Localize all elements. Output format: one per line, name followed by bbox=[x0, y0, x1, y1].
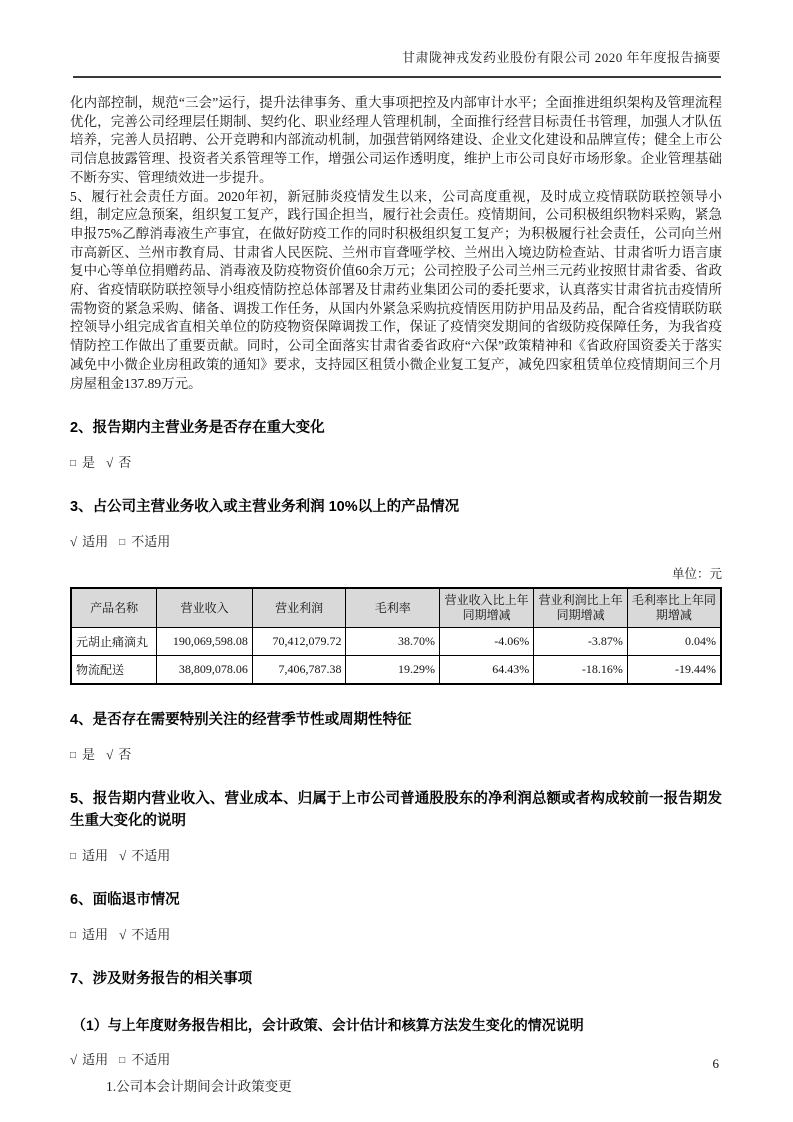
check-icon: √ bbox=[70, 1052, 78, 1068]
choice-line-section5 bbox=[70, 847, 722, 865]
option-label-not-applicable: 不适用 bbox=[131, 1052, 171, 1068]
option-label-no: 否 bbox=[118, 747, 132, 763]
unchecked-box-icon: □ bbox=[70, 750, 77, 762]
cell-gross-margin: 19.29% bbox=[346, 656, 440, 685]
option-label-not-applicable: 不适用 bbox=[131, 848, 171, 864]
option-label-applicable: 适用 bbox=[82, 534, 109, 550]
cell-profit-yoy: -3.87% bbox=[534, 628, 628, 656]
paragraph-social-responsibility: 5、履行社会责任方面。2020年初，新冠肺炎疫情发生以来，公司高度重视，及时成立疫情联防联控领导小组，制定应急预案，组织复工复产，践行国企担当，履行社会责任。疫情期间，公司积极组织物料采购，紧急申报75%乙醇消毒液生产事宜，在做好防疫工作的同时积极组织复工复产；为积极履行社会责任，公司向兰州市高新区、兰州市教育局、甘肃省人民医院、兰州市盲聋哑学校、兰州出入境边防检查站、甘肃省听力语言康复中心等单位捐赠药品、消毒液及防疫物资价值60余万元；公司控股子公司兰州三元药业按照甘肃省委、省政府、省疫情联防联控领导小组疫情防控总体部署及甘肃药业集团公司的委托要求，认真落实甘肃省抗击疫情所需物资的紧急采购、储备、调拨工作任务，从国内外紧急采购抗疫情医用防护用品及药品，配合省疫情联防联控领导小组完成省直相关单位的防疫物资保障调拨工作，保证了疫情突发期间的省级防疫保障任务，为我省疫情防控工作做出了重要贡献。同时，公司全面落实甘肃省委省政府“六保”政策精神和《省政府国资委关于落实减免中小微企业房租政策的通知》要求，支持园区租赁小微企业复工复产，减免四家租赁单位疫情期间三个月房屋租金137.89万元。 bbox=[70, 188, 722, 391]
accounting-policy-note: 1.公司本会计期间会计政策变更 bbox=[106, 1079, 292, 1095]
choice-line-section4 bbox=[70, 746, 722, 764]
option-label-applicable: 适用 bbox=[82, 927, 109, 943]
paragraph-governance: 化内部控制，规范“三会”运行，提升法律事务、重大事项把控及内部审计水平；全面推进组织架构及管理流程优化，完善公司经理层任期制、契约化、职业经理人管理机制，全面推行经营目标责任书管理，加强人才队伍培养，完善人员招聘、公开竞聘和内部流动机制，加强营销网络建设、企业文化建设和品牌宣传；健全上市公司信息披露管理、投资者关系管理等工作，增强公司运作透明度，维护上市公司良好市场形象。企业管理基础不断夯实、管理绩效进一步提升。 bbox=[70, 95, 722, 185]
choice-line-section7-1 bbox=[70, 1051, 722, 1069]
option-label-applicable: 适用 bbox=[82, 848, 109, 864]
option-label-not-applicable: 不适用 bbox=[131, 927, 171, 943]
cell-margin-yoy: 0.04% bbox=[627, 628, 721, 656]
check-icon: √ bbox=[106, 747, 114, 763]
col-header-revenue: 营业收入 bbox=[157, 588, 253, 628]
option-label-no: 否 bbox=[118, 455, 132, 471]
cell-profit-yoy: -18.16% bbox=[534, 656, 628, 685]
unchecked-box-icon: □ bbox=[70, 851, 77, 863]
cell-revenue: 38,809,078.06 bbox=[157, 656, 253, 685]
option-label-not-applicable: 不适用 bbox=[131, 534, 171, 550]
section-heading-4: 4、是否存在需要特别关注的经营季节性或周期性特征 bbox=[70, 712, 412, 729]
option-label-applicable: 适用 bbox=[82, 1052, 109, 1068]
section-heading-5: 5、报告期内营业收入、营业成本、归属于上市公司普通股股东的净利润总额或者构成较前一报告期发生重大变化的说明 bbox=[70, 791, 722, 830]
col-header-gross-margin: 毛利率 bbox=[346, 588, 440, 628]
unchecked-box-icon: □ bbox=[119, 1055, 126, 1067]
col-header-profit-yoy: 营业利润比上年同期增减 bbox=[534, 588, 628, 628]
page-content bbox=[70, 94, 722, 1095]
unchecked-box-icon: □ bbox=[119, 537, 126, 549]
cell-revenue-yoy: 64.43% bbox=[440, 656, 534, 685]
unchecked-box-icon: □ bbox=[70, 930, 77, 942]
option-label-yes: 是 bbox=[82, 747, 96, 763]
check-icon: √ bbox=[106, 455, 114, 471]
cell-margin-yoy: -19.44% bbox=[627, 656, 721, 685]
option-label-yes: 是 bbox=[82, 455, 96, 471]
cell-operating-profit: 70,412,079.72 bbox=[252, 628, 346, 656]
choice-line-section6 bbox=[70, 926, 722, 944]
table-row bbox=[71, 656, 721, 685]
section-heading-3: 3、占公司主营业务收入或主营业务利润 10%以上的产品情况 bbox=[70, 499, 460, 516]
cell-revenue-yoy: -4.06% bbox=[440, 628, 534, 656]
section-heading-6: 6、面临退市情况 bbox=[70, 892, 180, 909]
cell-revenue: 190,069,598.08 bbox=[157, 628, 253, 656]
cell-product-name: 元胡止痛滴丸 bbox=[71, 628, 157, 656]
table-header-row bbox=[71, 588, 721, 628]
cell-operating-profit: 7,406,787.38 bbox=[252, 656, 346, 685]
choice-line-section2 bbox=[70, 454, 722, 472]
section-heading-7: 7、涉及财务报告的相关事项 bbox=[70, 971, 253, 988]
check-icon: √ bbox=[119, 927, 127, 943]
product-revenue-table bbox=[70, 587, 722, 685]
col-header-revenue-yoy: 营业收入比上年同期增减 bbox=[440, 588, 534, 628]
col-header-product-name: 产品名称 bbox=[71, 588, 157, 628]
page-number: 6 bbox=[712, 1056, 719, 1071]
cell-gross-margin: 38.70% bbox=[346, 628, 440, 656]
check-icon: √ bbox=[119, 848, 127, 864]
subsection-heading-7-1: （1）与上年度财务报告相比，会计政策、会计估计和核算方法发生变化的情况说明 bbox=[72, 1017, 584, 1034]
document-header bbox=[73, 47, 721, 78]
unchecked-box-icon: □ bbox=[70, 458, 77, 470]
cell-product-name: 物流配送 bbox=[71, 656, 157, 685]
choice-line-section3 bbox=[70, 533, 722, 551]
col-header-operating-profit: 营业利润 bbox=[252, 588, 346, 628]
col-header-margin-yoy: 毛利率比上年同期增减 bbox=[627, 588, 721, 628]
table-row bbox=[71, 628, 721, 656]
section-heading-2: 2、报告期内主营业务是否存在重大变化 bbox=[70, 420, 325, 437]
table-unit-label: 单位：元 bbox=[671, 567, 722, 582]
page-header-title: 甘肃陇神戎发药业股份有限公司 2020 年年度报告摘要 bbox=[401, 50, 721, 65]
check-icon: √ bbox=[70, 534, 78, 550]
